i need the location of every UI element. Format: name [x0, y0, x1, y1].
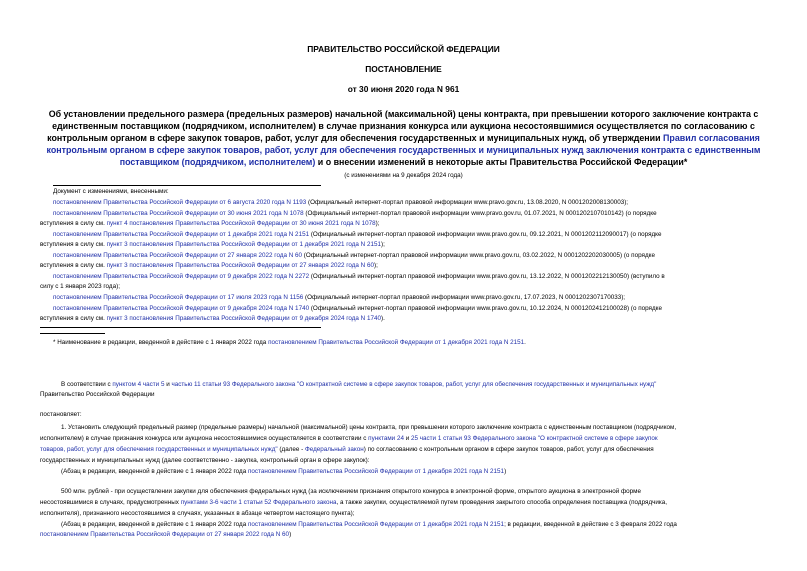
title-line-5 — [0, 157, 807, 167]
document-type: ПОСТАНОВЛЕНИЕ — [365, 64, 442, 74]
change-text: вступления в силу см. — [40, 315, 107, 322]
divider-top — [53, 185, 321, 186]
rules-link-part-1[interactable]: Правил согласования — [663, 133, 760, 143]
change-link[interactable]: постановлением Правительства Российской Федерации от 6 августа 2020 года N 1193 — [53, 199, 307, 206]
change-text: (Официальный интернет-портал правовой информации www.pravo.gov.ru, 09.12.2021, N 0001202112090017) (о порядке — [309, 231, 662, 238]
note-text: (Абзац в редакции, введенной в действие с 1 января 2022 года — [61, 468, 248, 475]
amendment-link[interactable]: постановлением Правительства Российской Федерации от 1 декабря 2021 года N 2151 — [247, 468, 505, 475]
title-text-end: и о внесении изменений в некоторые акты Правительства Российской Федерации* — [315, 157, 688, 167]
change-item-cont — [40, 241, 385, 248]
change-text: ); — [380, 241, 385, 248]
rules-link-part-3[interactable]: поставщиком (подрядчиком, исполнителем) — [119, 157, 316, 167]
change-text: ); — [373, 262, 378, 269]
law-link[interactable]: пунктами 24 — [368, 435, 404, 442]
change-item — [53, 231, 662, 238]
para-500-line-1: 500 млн. рублей - при осуществлении закупки для обеспечения федеральных нужд (за исключением признания открытого конкурса в электронной форме, открытого аукциона в электронной форме — [61, 488, 642, 495]
change-text: (Официальный интернет-портал правовой информации www.pravo.gov.ru, 13.12.2022, N 0001202212130050) (вступило в — [309, 273, 665, 280]
preamble-text: и — [164, 381, 172, 388]
change-item — [53, 273, 665, 280]
change-text: ). — [380, 315, 385, 322]
law-link[interactable]: пунктами 3-6 части 1 статьи 52 Федерального закона — [180, 499, 337, 506]
changes-intro: Документ с изменениями, внесенными: — [53, 188, 169, 195]
law-link[interactable]: пунктом 4 части 5 — [112, 381, 165, 388]
law-link[interactable]: частью 11 статьи 93 Федерального закона "О контрактной системе в сфере закупок товаров, работ, услуг для обеспечения государственных и муниципальных нужд" — [171, 381, 657, 388]
para-text: несостоявшимися в случаях, предусмотренных — [40, 499, 181, 506]
divider-bottom — [40, 327, 321, 328]
change-item-cont — [40, 220, 379, 227]
change-link[interactable]: пункт 4 постановления Правительства Российской Федерации от 30 июня 2021 года N 1078 — [106, 220, 376, 227]
para-500-line-2 — [40, 499, 667, 506]
change-item — [53, 210, 657, 217]
para-text: , а также закупки, осуществляемой путем проведения закрытого способа определения поставщика (подрядчика, — [336, 499, 668, 506]
change-text: (Официальный интернет-портал правовой информации www.pravo.gov.ru, 13.08.2020, N 0001202008130003); — [306, 199, 629, 206]
change-item — [53, 305, 662, 312]
clause-1-line-1: 1. Установить следующий предельный размер (предельные размеры) начальной (максимальной) цены контракта, при превышении которого заключение контракта с единственным поставщиком (подрядчиком, — [61, 424, 677, 431]
clause-1-line-3 — [40, 446, 654, 453]
law-link[interactable]: товаров, работ, услуг для обеспечения государственных и муниципальных нужд" — [40, 446, 278, 453]
edition-note: (с изменениями на 9 декабря 2024 года) — [344, 172, 463, 179]
change-link[interactable]: постановлением Правительства Российской Федерации от 17 июля 2023 года N 1156 — [53, 294, 304, 301]
preamble-line-1 — [61, 381, 656, 388]
preamble-text: В соответствии с — [61, 381, 113, 388]
change-text: вступления в силу см. — [40, 220, 107, 227]
edition-note-2-cont — [40, 531, 291, 538]
footnote-divider — [40, 333, 105, 334]
para-500-line-3: исполнителя), признанного несостоявшимся в случаях, указанных в абзаце четвертом настоящего пункта); — [40, 510, 355, 517]
change-item — [53, 252, 655, 259]
government-name: ПРАВИТЕЛЬСТВО РОССИЙСКОЙ ФЕДЕРАЦИИ — [307, 44, 500, 54]
change-text: (Официальный интернет-портал правовой информации www.pravo.gov.ru, 17.07.2023, N 0001202307170033); — [303, 294, 626, 301]
amendment-link[interactable]: постановлением Правительства Российской Федерации от 27 января 2022 года N 60 — [40, 531, 290, 538]
change-link[interactable]: пункт 3 постановления Правительства Российской Федерации от 27 января 2022 года N 60 — [106, 262, 374, 269]
change-text: (Официальный интернет-портал правовой информации www.pravo.gov.ru, 10.12.2024, N 0001202412100028) (о порядке — [309, 305, 662, 312]
footnote-text: * Наименование в редакции, введенной в действие с 1 января 2022 года — [53, 339, 269, 346]
edition-note-1 — [61, 468, 506, 475]
clause-1-line-4: государственных и муниципальных нужд (далее соответственно - закупка, контрольный орган в сфере закупок): — [40, 457, 370, 464]
note-text: ) — [289, 531, 292, 538]
change-text: вступления в силу см. — [40, 262, 107, 269]
rules-link-part-2[interactable]: контрольным органом в сфере закупок товаров, работ, услуг для обеспечения государственных и муниципальных нужд заключения контракта с единственным — [46, 145, 761, 155]
title-line-3 — [0, 133, 807, 143]
change-text: силу с 1 января 2023 года); — [40, 283, 120, 290]
change-link[interactable]: постановлением Правительства Российской Федерации от 30 июня 2021 года N 1078 — [53, 210, 304, 217]
title-line-1: Об установлении предельного размера (предельных размеров) начальной (максимальной) цены контракта, при превышении которого заключение контракта с — [48, 109, 759, 119]
change-item — [53, 294, 625, 301]
note-text: ) — [504, 468, 507, 475]
edition-note-2 — [61, 521, 677, 528]
clause-text: и — [403, 435, 411, 442]
note-text: (Абзац в редакции, введенной в действие с 1 января 2022 года — [61, 521, 248, 528]
clause-text: исполнителем) в случае признания конкурса или аукциона несостоявшимися осуществляется в соответствии с — [40, 435, 369, 442]
footnote-link[interactable]: постановлением Правительства Российской Федерации от 1 декабря 2021 года N 2151 — [268, 339, 525, 346]
clause-1-line-2 — [40, 435, 658, 442]
change-link[interactable]: постановлением Правительства Российской Федерации от 1 декабря 2021 года N 2151 — [53, 231, 310, 238]
decides-label: постановляет: — [40, 411, 82, 418]
change-link[interactable]: постановлением Правительства Российской Федерации от 9 декабря 2024 года N 1740 — [53, 305, 310, 312]
change-text: вступления в силу см. — [40, 241, 107, 248]
title-text: контрольным органом в сфере закупок товаров, работ, услуг для обеспечения государственных и муниципальных нужд, об утверждении — [47, 133, 664, 143]
document-date-number: от 30 июня 2020 года N 961 — [347, 84, 460, 94]
clause-text: ) по согласованию с контрольным органом в сфере закупок товаров, работ, услуг для обеспечения — [363, 446, 654, 453]
clause-text: (далее - — [277, 446, 305, 453]
law-link[interactable]: Федеральный закон — [304, 446, 364, 453]
change-link[interactable]: пункт 3 постановления Правительства Российской Федерации от 9 декабря 2024 года N 1740 — [106, 315, 381, 322]
footnote — [53, 339, 526, 346]
footnote-text: . — [524, 339, 526, 346]
title-line-2: единственным поставщиком (подрядчиком, исполнителем) в случае признания конкурса или аукциона несостоявшимися осуществляется по согласованию с — [52, 121, 755, 131]
change-text: (Официальный интернет-портал правовой информации www.pravo.gov.ru, 03.02.2022, N 0001202202030005) (о порядке — [302, 252, 655, 259]
change-item-cont — [40, 283, 120, 290]
change-item-cont — [40, 315, 385, 322]
change-item — [53, 199, 628, 206]
change-link[interactable]: постановлением Правительства Российской Федерации от 9 декабря 2022 года N 2272 — [53, 273, 310, 280]
preamble-line-2: Правительство Российской Федерации — [40, 391, 155, 398]
change-text: (Официальный интернет-портал правовой информации www.pravo.gov.ru, 01.07.2021, N 0001202107010142) (о порядке — [303, 210, 657, 217]
law-link[interactable]: 25 части 1 статьи 93 Федерального закона "О контрактной системе в сфере закупок — [410, 435, 658, 442]
note-text: ; в редакции, введенной в действие с 3 февраля 2022 года — [504, 521, 677, 528]
change-link[interactable]: пункт 3 постановления Правительства Российской Федерации от 1 декабря 2021 года N 2151 — [106, 241, 381, 248]
change-link[interactable]: постановлением Правительства Российской Федерации от 27 января 2022 года N 60 — [53, 252, 303, 259]
amendment-link[interactable]: постановлением Правительства Российской Федерации от 1 декабря 2021 года N 2151 — [247, 521, 505, 528]
change-text: ); — [375, 220, 380, 227]
change-item-cont — [40, 262, 378, 269]
